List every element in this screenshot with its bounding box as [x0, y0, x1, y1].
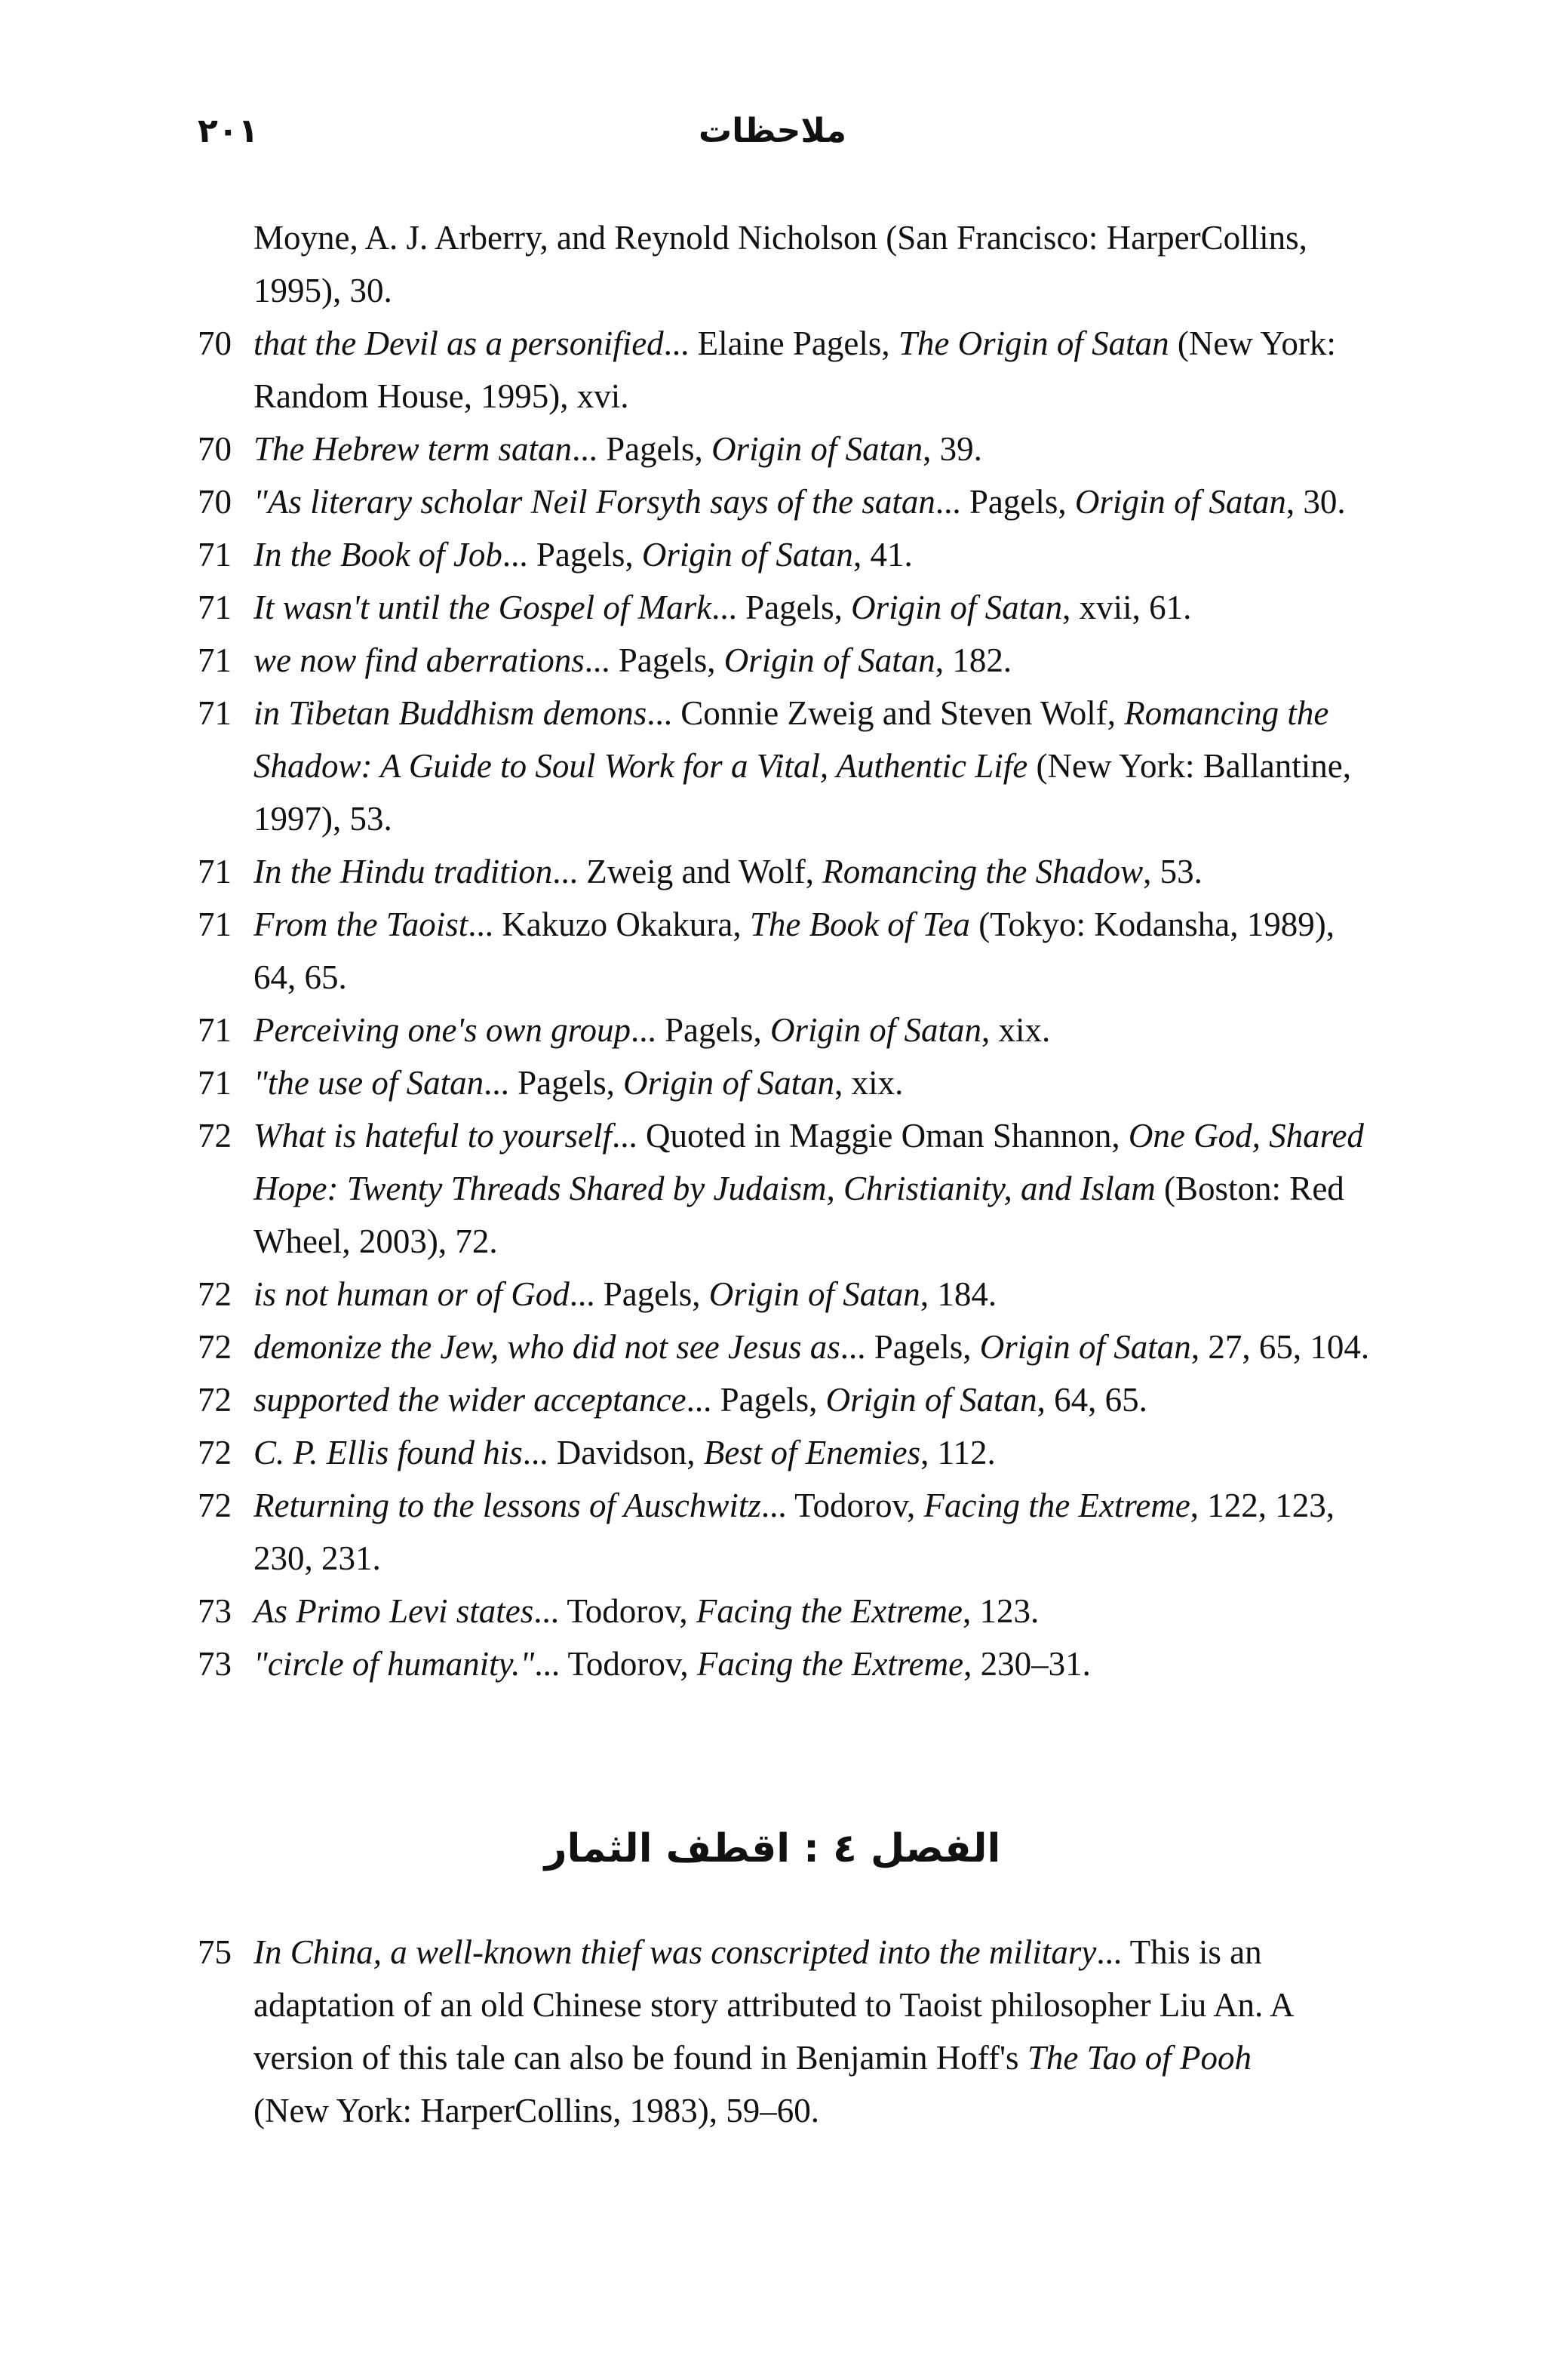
- note-page-number: 71: [198, 1011, 232, 1049]
- note-ellipsis: ...: [572, 430, 607, 468]
- note-entry: [198, 1585, 1375, 1637]
- note-ellipsis: ...: [484, 1064, 518, 1102]
- note-citation-details: (New York: Ballantine, 1997), 53.: [253, 747, 1351, 838]
- note-citation: Todorov,: [567, 1592, 696, 1630]
- note-page-number: 71: [198, 641, 232, 679]
- note-work-title: Origin of Satan: [641, 536, 853, 573]
- note-ellipsis: ...: [468, 906, 502, 943]
- note-citation-details: , 64, 65.: [1037, 1381, 1147, 1419]
- note-page-number: 75: [198, 1933, 232, 1971]
- note-page-number: 71: [198, 536, 232, 573]
- note-work-title: Romancing the Shadow: A Guide to Soul Work for a Vital, Authentic Life: [253, 694, 1329, 785]
- note-citation-details: , xvii, 61.: [1062, 589, 1192, 626]
- note-citation-details: , 112.: [920, 1434, 996, 1471]
- notes-list: [198, 211, 1375, 1690]
- note-citation-details: , 30.: [1285, 483, 1346, 521]
- note-citation-details: , 27, 65, 104.: [1190, 1328, 1370, 1366]
- note-work-title: Origin of Satan: [825, 1381, 1037, 1419]
- note-cue: As Primo Levi states: [253, 1592, 534, 1630]
- note-cue: "circle of humanity.": [253, 1645, 535, 1683]
- note-citation-details: , 122, 123, 230, 231.: [253, 1487, 1335, 1577]
- note-page-number: 70: [198, 324, 232, 362]
- note-work-title: Facing the Extreme: [696, 1645, 964, 1683]
- note-ellipsis: ...: [711, 589, 746, 626]
- note-entry: [198, 528, 1375, 581]
- note-entry: [198, 1056, 1375, 1109]
- note-cue: demonize the Jew, who did not see Jesus as: [253, 1328, 840, 1366]
- note-cue: From the Taoist: [253, 906, 468, 943]
- note-entry: [198, 1479, 1375, 1585]
- note-ellipsis: ...: [647, 694, 681, 732]
- note-page-number: 73: [198, 1645, 232, 1683]
- note-entry: [198, 423, 1375, 475]
- note-citation: Kakuzo Okakura,: [502, 906, 750, 943]
- note-cue: In the Hindu tradition: [253, 853, 553, 890]
- note-cue: that the Devil as a personified: [253, 324, 664, 362]
- note-ellipsis: ...: [502, 536, 536, 573]
- page-header: [0, 112, 1545, 172]
- note-cue: "As literary scholar Neil Forsyth says of the satan: [253, 483, 935, 521]
- note-work-title: Origin of Satan: [711, 430, 923, 468]
- note-ellipsis: ...: [584, 641, 619, 679]
- note-citation-details: , 230–31.: [963, 1645, 1091, 1683]
- note-page-number: 71: [198, 853, 232, 890]
- note-citation: Todorov,: [567, 1645, 697, 1683]
- note-citation-details: , 39.: [923, 430, 982, 468]
- note-cue: What is hateful to yourself: [253, 1117, 612, 1155]
- note-entry: [198, 1926, 1329, 2137]
- note-work-title: One God, Shared Hope: Twenty Threads Shared by Judaism, Christianity, and Islam: [253, 1117, 1364, 1207]
- note-page-number: 72: [198, 1381, 232, 1419]
- note-citation: Moyne, A. J. Arberry, and Reynold Nicholson (San Francisco: HarperCollins, 1995), 30.: [253, 219, 1307, 309]
- note-cue: In China, a well-known thief was conscripted into the military: [253, 1933, 1097, 1971]
- note-work-title: Origin of Satan: [1074, 483, 1286, 521]
- note-entry: [198, 634, 1375, 687]
- note-ellipsis: ...: [840, 1328, 874, 1366]
- note-ellipsis: ...: [534, 1645, 568, 1683]
- note-work-title: The Book of Tea: [749, 906, 970, 943]
- running-head: ملاحظات: [699, 112, 846, 150]
- note-entry: [198, 1321, 1375, 1373]
- note-cue: In the Book of Job: [253, 536, 502, 573]
- note-cue: Perceiving one's own group: [253, 1011, 631, 1049]
- note-page-number: 72: [198, 1328, 232, 1366]
- note-page-number: 72: [198, 1117, 232, 1155]
- notes-list-chapter-4: [198, 1926, 1329, 2137]
- note-ellipsis: ...: [533, 1592, 567, 1630]
- note-citation-details: (Boston: Red Wheel, 2003), 72.: [253, 1170, 1344, 1260]
- note-citation: Zweig and Wolf,: [586, 853, 823, 890]
- note-citation: Todorov,: [794, 1487, 924, 1524]
- note-ellipsis: ...: [552, 853, 587, 890]
- note-citation: Pagels,: [720, 1381, 826, 1419]
- note-page-number: 70: [198, 430, 232, 468]
- note-ellipsis: ...: [760, 1487, 795, 1524]
- note-citation-details: (New York: Random House, 1995), xvi.: [253, 324, 1336, 415]
- note-citation: Davidson,: [556, 1434, 704, 1471]
- note-page-number: 73: [198, 1592, 232, 1630]
- note-citation-details: , xix.: [834, 1064, 904, 1102]
- note-entry: [198, 1268, 1375, 1321]
- note-cue: Returning to the lessons of Auschwitz: [253, 1487, 761, 1524]
- note-page-number: 70: [198, 483, 232, 521]
- note-citation-details: (New York: HarperCollins, 1983), 59–60.: [253, 2092, 819, 2129]
- note-citation: Pagels,: [745, 589, 852, 626]
- note-cue: The Hebrew term satan: [253, 430, 573, 468]
- note-work-title: Facing the Extreme: [923, 1487, 1190, 1524]
- note-citation: Pagels,: [603, 1275, 709, 1313]
- note-work-title: Origin of Satan: [979, 1328, 1191, 1366]
- section-title: الفصل ٤ : اقطف الثمار: [544, 1826, 1001, 1871]
- note-work-title: Origin of Satan: [851, 589, 1063, 626]
- note-citation-details: , 184.: [920, 1275, 997, 1313]
- note-citation-details: , 41.: [852, 536, 913, 573]
- note-citation-details: (Tokyo: Kodansha, 1989), 64, 65.: [253, 906, 1335, 996]
- note-entry: [198, 687, 1375, 845]
- note-ellipsis: ...: [630, 1011, 665, 1049]
- note-entry: [198, 317, 1375, 423]
- note-work-title: The Tao of Pooh: [1027, 2039, 1252, 2077]
- note-citation-details: , xix.: [981, 1011, 1051, 1049]
- note-work-title: Romancing the Shadow: [822, 853, 1144, 890]
- note-citation: Pagels,: [664, 1011, 770, 1049]
- note-page-number: 71: [198, 1064, 232, 1102]
- note-work-title: Origin of Satan: [708, 1275, 920, 1313]
- note-citation: Pagels,: [874, 1328, 980, 1366]
- note-cue: It wasn't until the Gospel of Mark: [253, 589, 712, 626]
- note-entry: [198, 1373, 1375, 1426]
- note-entry: [198, 1637, 1375, 1690]
- note-citation: Connie Zweig and Steven Wolf,: [680, 694, 1125, 732]
- note-citation: Elaine Pagels,: [697, 324, 898, 362]
- note-cue: in Tibetan Buddhism demons: [253, 694, 647, 732]
- note-cue: C. P. Ellis found his: [253, 1434, 523, 1471]
- note-ellipsis: ...: [686, 1381, 720, 1419]
- note-citation: Pagels,: [536, 536, 642, 573]
- note-page-number: 71: [198, 589, 232, 626]
- note-citation: Pagels,: [618, 641, 724, 679]
- page-number: ٢٠١: [198, 112, 259, 150]
- note-work-title: Origin of Satan: [723, 641, 935, 679]
- note-citation-details: , 182.: [935, 641, 1012, 679]
- note-cue: we now find aberrations: [253, 641, 585, 679]
- note-page-number: 71: [198, 694, 232, 732]
- note-ellipsis: ...: [569, 1275, 604, 1313]
- note-entry: [198, 1426, 1375, 1479]
- note-cue: supported the wider acceptance: [253, 1381, 686, 1419]
- note-page-number: 72: [198, 1487, 232, 1524]
- note-page-number: 71: [198, 906, 232, 943]
- note-ellipsis: ...: [522, 1434, 557, 1471]
- note-page-number: 72: [198, 1434, 232, 1471]
- note-cue: is not human or of God: [253, 1275, 570, 1313]
- note-entry: [198, 475, 1375, 528]
- note-work-title: Origin of Satan: [623, 1064, 835, 1102]
- note-ellipsis: ...: [663, 324, 698, 362]
- note-cue: "the use of Satan: [253, 1064, 484, 1102]
- note-citation: Pagels,: [606, 430, 712, 468]
- note-work-title: The Origin of Satan: [898, 324, 1169, 362]
- note-ellipsis: ...: [1096, 1933, 1130, 1971]
- note-citation: Quoted in Maggie Oman Shannon,: [645, 1117, 1129, 1155]
- note-ellipsis: ...: [935, 483, 969, 521]
- note-entry: [198, 1004, 1375, 1056]
- note-entry: [198, 898, 1375, 1004]
- note-page-number: 72: [198, 1275, 232, 1313]
- note-citation-details: , 53.: [1143, 853, 1203, 890]
- note-citation: Pagels,: [969, 483, 1075, 521]
- note-citation: This is an adaptation of an old Chinese story attributed to Taoist philosopher Liu An. A version of this tale can also be found in Benjamin Hoff's: [253, 1933, 1293, 2077]
- note-work-title: Origin of Satan: [769, 1011, 981, 1049]
- note-work-title: Best of Enemies: [703, 1434, 921, 1471]
- note-entry: [198, 211, 1375, 317]
- note-citation-details: , 123.: [963, 1592, 1040, 1630]
- note-entry: [198, 845, 1375, 898]
- note-ellipsis: ...: [611, 1117, 646, 1155]
- note-entry: [198, 581, 1375, 634]
- note-citation: Pagels,: [518, 1064, 624, 1102]
- note-entry: [198, 1109, 1375, 1268]
- note-work-title: Facing the Extreme: [696, 1592, 963, 1630]
